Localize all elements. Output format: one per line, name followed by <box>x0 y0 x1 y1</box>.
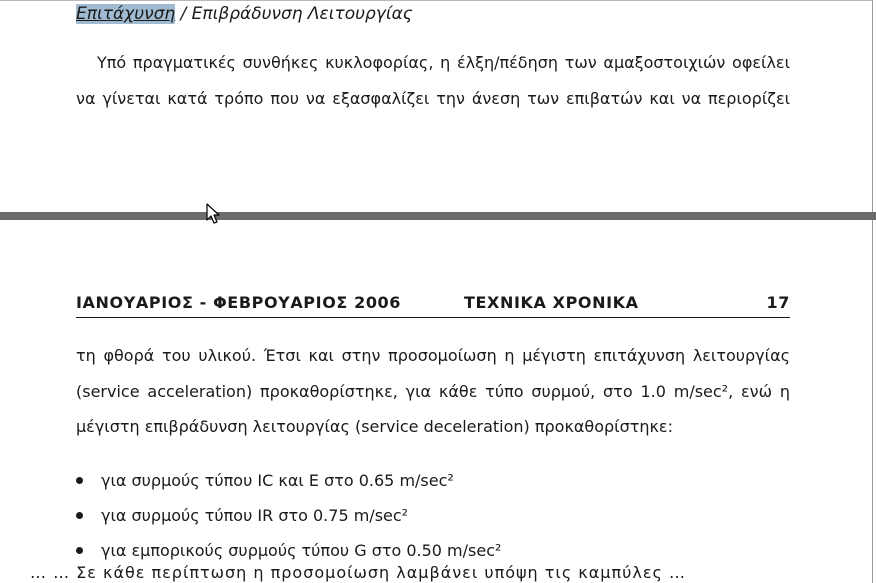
running-header <box>76 293 790 318</box>
mouse-pointer-icon <box>206 203 222 225</box>
selected-text[interactable]: Επιτάχυνση <box>76 4 176 24</box>
document-page-top <box>0 0 873 213</box>
page-separator <box>0 212 876 220</box>
document-page-bottom <box>0 220 873 583</box>
header-journal-title: ΤΕΧΝΙΚΑ ΧΡΟΝΙΚΑ <box>464 293 639 312</box>
list-item-text: για εμπορικούς συρμούς τύπου G στο 0.50 m/sec² <box>101 541 502 560</box>
list-item-text: για συρμούς τύπου IR στο 0.75 m/sec² <box>101 506 409 525</box>
list-item-text: για συρμούς τύπου IC και Ε στο 0.65 m/sec² <box>101 471 454 490</box>
bullet-icon <box>76 477 83 484</box>
list-item <box>76 541 501 561</box>
bullet-icon <box>76 512 83 519</box>
paragraph-line: να γίνεται κατά τρόπο που να εξασφαλίζει την άνεση των επιβατών και να περιορίζει <box>76 89 790 108</box>
paragraph-line: (service acceleration) προκαθορίστηκε, για κάθε τύπο συρμού, στο 1.0 m/sec², ενώ η <box>76 382 790 401</box>
paragraph-line: τη φθορά του υλικού. Έτσι και στην προσομοίωση η μέγιστη επιτάχυνση λειτουργίας <box>76 346 790 365</box>
bullet-icon <box>76 547 83 554</box>
section-heading <box>76 4 413 24</box>
list-item <box>76 506 408 526</box>
paragraph-line: μέγιστη επιβράδυνση λειτουργίας (service deceleration) προκαθορίστηκε: <box>76 417 673 436</box>
header-date: ΙΑΝΟΥΑΡΙΟΣ - ΦΕΒΡΟΥΑΡΙΟΣ 2006 <box>76 293 402 312</box>
section-heading-rest: / Επιβράδυνση Λειτουργίας <box>175 4 413 24</box>
clipped-line-text: … … Σε κάθε περίπτωση η προσομοίωση λαμβάνει υπόψη τις καμπύλες … <box>30 563 686 582</box>
clipped-paragraph-line <box>30 563 820 583</box>
list-item <box>76 471 454 491</box>
paragraph-line: Υπό πραγματικές συνθήκες κυκλοφορίας, η έλξη/πέδηση των αμαξοστοιχιών οφείλει <box>97 53 790 72</box>
page-number: 17 <box>766 293 790 312</box>
